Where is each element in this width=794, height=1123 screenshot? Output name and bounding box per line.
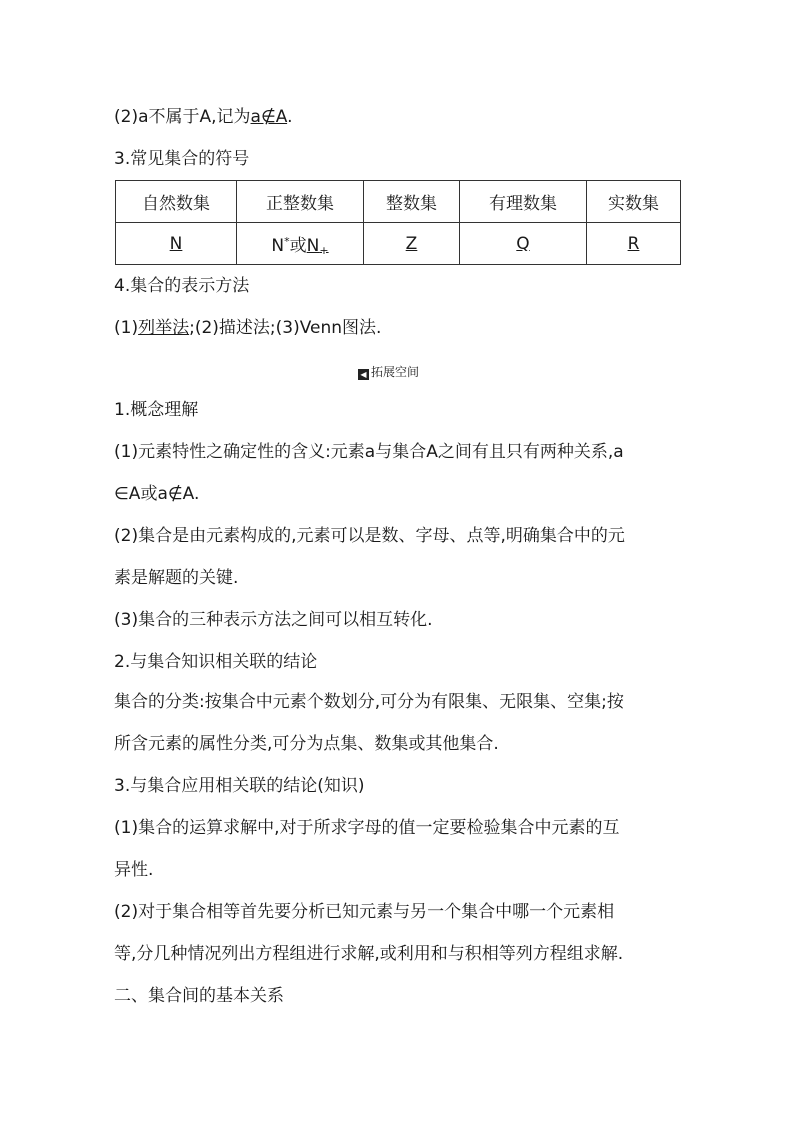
- symbol-or: 或: [289, 235, 307, 256]
- line-l11: (1)集合的运算求解中,对于所求字母的值一定要检验集合中元素的互: [114, 818, 620, 838]
- symbol-plus: +: [319, 243, 329, 257]
- line-l8: 集合的分类:按集合中元素个数划分,可分为有限集、无限集、空集;按: [114, 692, 624, 712]
- item-2-suffix: .: [287, 107, 293, 127]
- header-real: 实数集: [587, 181, 681, 223]
- table-header-row: [116, 181, 681, 223]
- symbol-star: *: [284, 234, 290, 248]
- line-l2: (1)元素特性之确定性的含义:元素a与集合A之间有且只有两种关系,a: [114, 442, 624, 462]
- cell-rational: [460, 223, 587, 265]
- method-enumeration: 列举法: [138, 318, 190, 338]
- cell-positive-integer: [237, 223, 364, 265]
- line-l7: 2.与集合知识相关联的结论: [114, 652, 318, 672]
- methods-prefix: (1): [114, 318, 139, 338]
- methods-rest: ;(2)描述法;(3)Venn图法.: [189, 318, 382, 338]
- line-l4: (2)集合是由元素构成的,元素可以是数、字母、点等,明确集合中的元: [114, 526, 625, 546]
- symbol-z: Z: [405, 233, 418, 254]
- item-2-text: (2)a不属于A,记为: [114, 107, 251, 127]
- cell-natural: [116, 223, 237, 265]
- line-l1: 1.概念理解: [114, 400, 199, 420]
- symbol-q: Q: [516, 233, 530, 254]
- banner-label: 拓展空间: [371, 365, 420, 379]
- line-l9: 所含元素的属性分类,可分为点集、数集或其他集合.: [114, 734, 499, 754]
- table-row: [116, 223, 681, 265]
- symbol-npos-base: N: [271, 235, 285, 256]
- section-4-title: 4.集合的表示方法: [114, 276, 250, 296]
- line-l13: (2)对于集合相等首先要分析已知元素与另一个集合中哪一个元素相: [114, 902, 615, 922]
- symbol-nplus-base: N: [306, 235, 320, 256]
- line-l14: 等,分几种情况列出方程组进行求解,或利用和与积相等列方程组求解.: [114, 944, 624, 964]
- set-symbols-table: [115, 180, 681, 265]
- header-integer: 整数集: [364, 181, 460, 223]
- symbol-r: R: [627, 233, 640, 254]
- cell-integer: [364, 223, 460, 265]
- line-l15: 二、集合间的基本关系: [114, 986, 284, 1006]
- methods-line: [114, 316, 381, 340]
- cell-real: [587, 223, 681, 265]
- item-2-answer: a∉A: [250, 107, 288, 127]
- speaker-icon: ◀: [358, 369, 369, 380]
- line-l10: 3.与集合应用相关联的结论(知识): [114, 776, 365, 796]
- line-l6: (3)集合的三种表示方法之间可以相互转化.: [114, 610, 433, 630]
- symbol-n: N: [169, 233, 183, 254]
- item-2-line: [114, 105, 293, 129]
- line-l12: 异性.: [114, 860, 154, 880]
- symbol-nplus: [307, 236, 329, 256]
- header-positive-integer: 正整数集: [237, 181, 364, 223]
- header-rational: 有理数集: [460, 181, 587, 223]
- section-3-title: 3.常见集合的符号: [114, 149, 250, 169]
- header-natural: 自然数集: [116, 181, 237, 223]
- line-l3: ∈A或a∉A.: [114, 484, 200, 504]
- extension-banner: [358, 364, 419, 380]
- line-l5: 素是解题的关键.: [114, 568, 239, 588]
